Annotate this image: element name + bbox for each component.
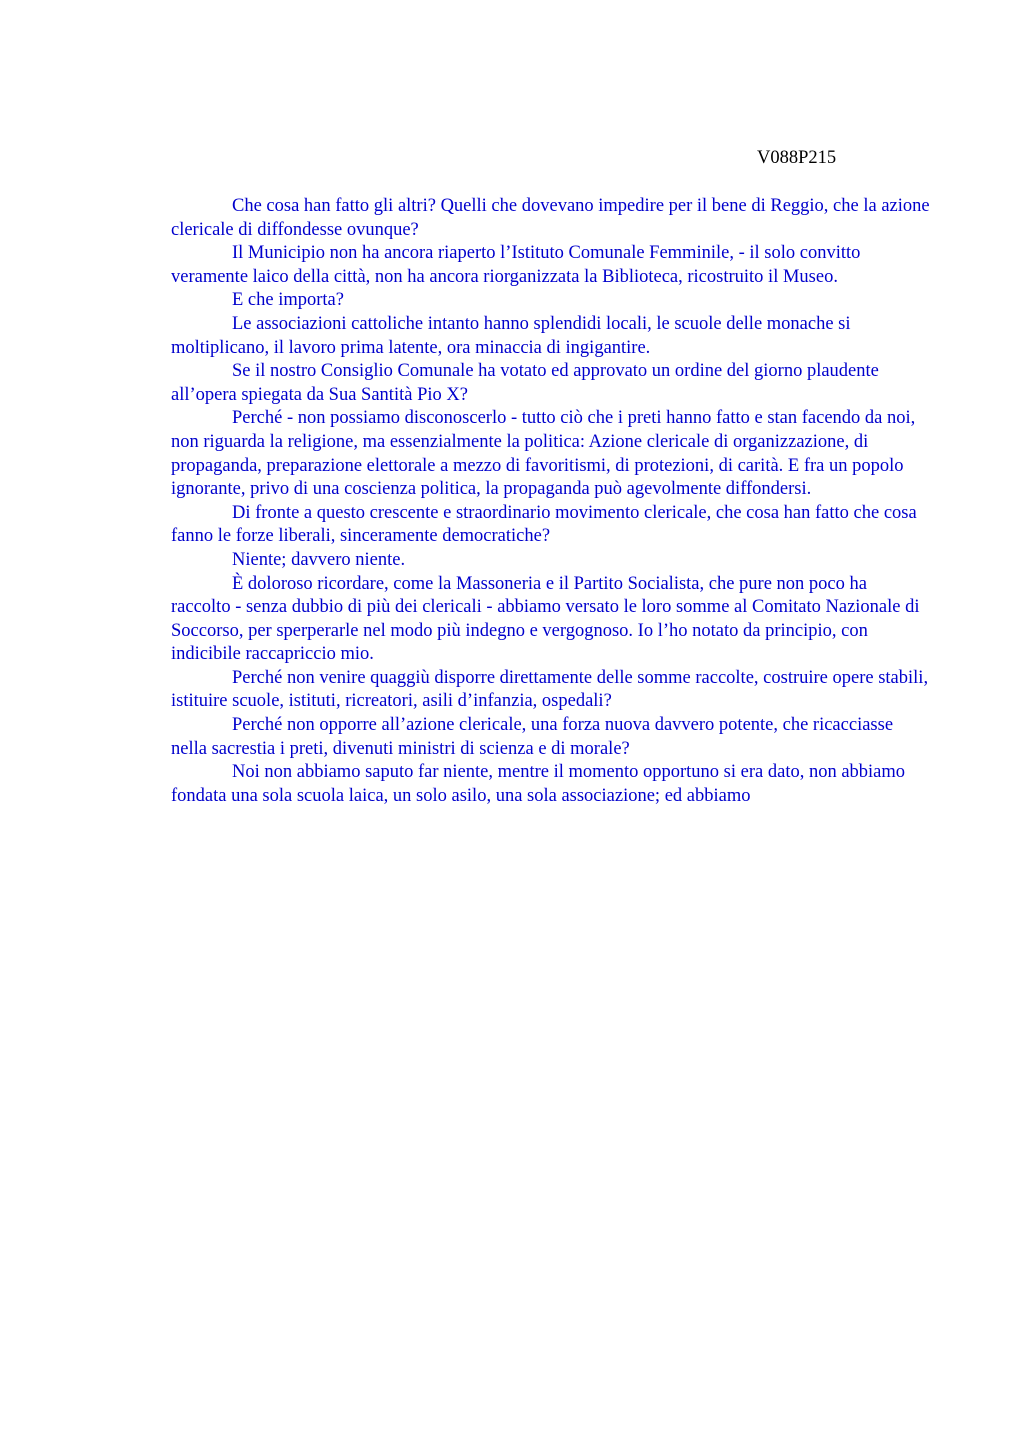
paragraph: Di fronte a questo crescente e straordinario movimento clericale, che cosa han fatto che cosa fanno le forze liberali, sinceramente democratiche? (171, 502, 917, 547)
paragraph: E che importa? (232, 290, 344, 311)
body-text (171, 195, 931, 808)
paragraph: Perché - non possiamo disconoscerlo - tutto ciò che i preti hanno fatto e stan facendo da noi, non riguarda la religione, ma essenzialmente la politica: Azione clericale di organizzazione, di propaganda, preparazione elettorale a mezzo di favoritismi, di protezioni, di carità. E fra un popolo ignorante, privo di una coscienza politica, la propaganda può agevolmente diffondersi. (171, 408, 916, 500)
paragraph: Perché non venire quaggiù disporre direttamente delle somme raccolte, costruire opere stabili, istituire scuole, istituti, ricreatori, asili d’infanzia, ospedali? (171, 667, 929, 712)
paragraph: Le associazioni cattoliche intanto hanno splendidi locali, le scuole delle monache si moltiplicano, il lavoro prima latente, ora minaccia di ingigantire. (171, 313, 851, 358)
page-code: V088P215 (757, 148, 837, 168)
paragraph: Se il nostro Consiglio Comunale ha votato ed approvato un ordine del giorno plaudente all’opera spiegata da Sua Santità Pio X? (171, 361, 879, 405)
paragraph: Il Municipio non ha ancora riaperto l’Istituto Comunale Femminile, - il solo convitto veramente laico della città, non ha ancora riorganizzata la Biblioteca, ricostruito il Museo. (171, 243, 861, 287)
paragraph: Perché non opporre all’azione clericale, una forza nuova davvero potente, che ricacciasse nella sacrestia i preti, divenuti ministri di scienza e di morale? (171, 715, 894, 759)
paragraph: È doloroso ricordare, come la Massoneria e il Partito Socialista, che pure non poco ha raccolto - senza dubbio di più dei clericali - abbiamo versato le loro somme al Comitato Nazionale di Soccorso, per sperperarle nel modo più indegno e vergognoso. Io l’ho notato da principio, con indicibile raccapriccio mio. (171, 573, 920, 665)
paragraph: Niente; davvero niente. (232, 549, 406, 570)
paragraph: Noi non abbiamo saputo far niente, mentre il momento opportuno si era dato, non abbiamo fondata una sola scuola laica, un solo asilo, una sola associazione; ed abbiamo (171, 762, 906, 806)
paragraph: Che cosa han fatto gli altri? Quelli che dovevano impedire per il bene di Reggio, che la azione clericale di diffondesse ovunque? (171, 196, 930, 240)
